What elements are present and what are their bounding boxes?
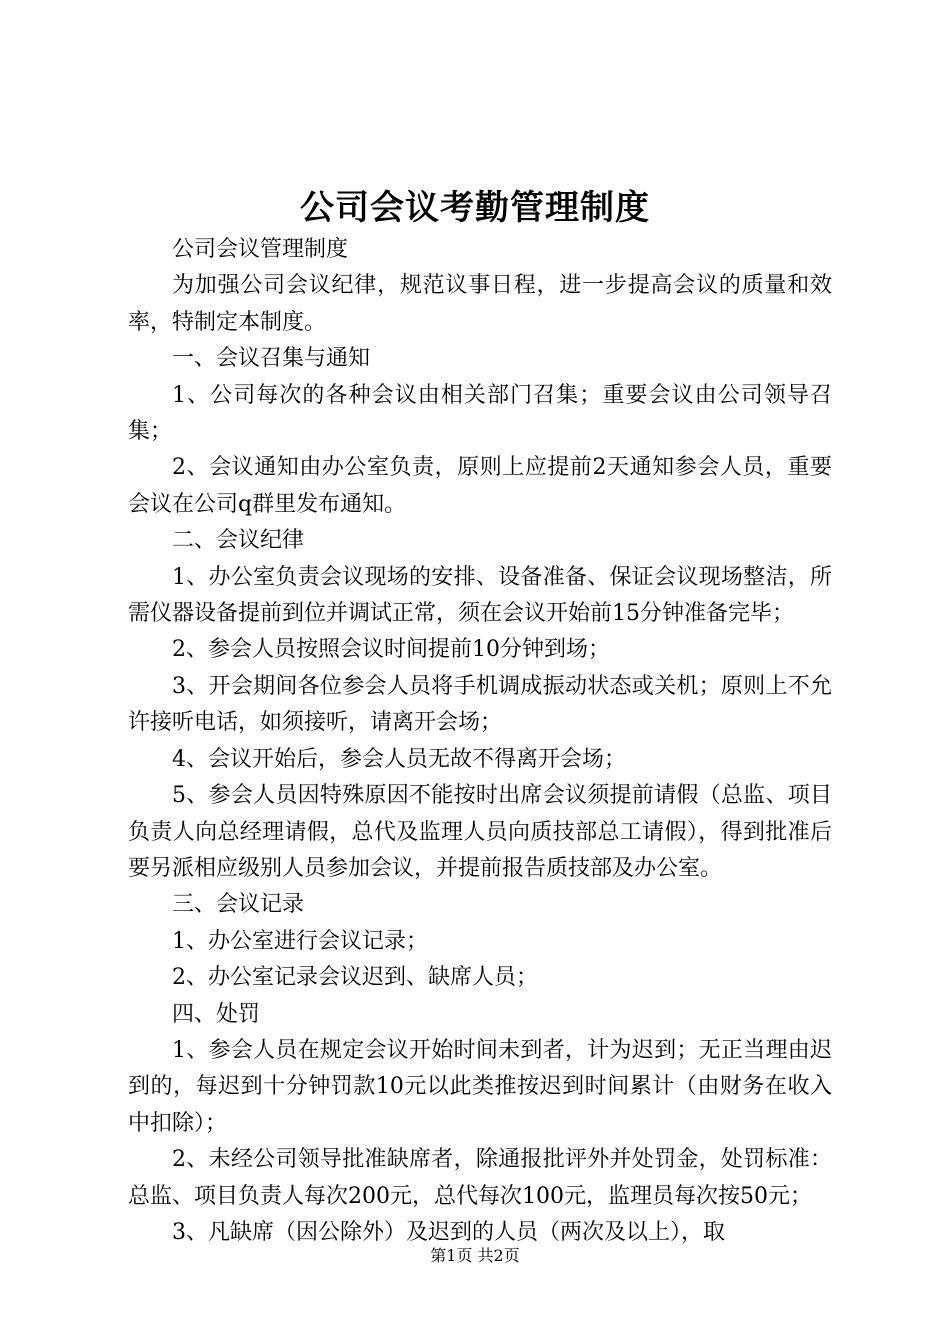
- paragraph: 5、参会人员因特殊原因不能按时出席会议须提前请假（总监、项目负责人向总经理请假，总代及监理人员向质技部总工请假），得到批准后要另派相应级别人员参加会议，并提前报告质技部及办公室。: [128, 783, 832, 881]
- paragraph: 公司会议管理制度: [172, 237, 349, 262]
- paragraph: 为加强公司会议纪律，规范议事日程，进一步提高会议的质量和效率，特制定本制度。: [128, 273, 832, 335]
- section-heading: 二、会议纪律: [172, 528, 305, 554]
- section-heading: 三、会议记录: [172, 892, 305, 918]
- paragraph: 3、凡缺席（因公除外）及迟到的人员（两次及以上），取: [172, 1219, 725, 1245]
- paragraph: 1、公司每次的各种会议由相关部门召集；重要会议由公司领导召集；: [128, 382, 832, 445]
- document-body: [128, 232, 832, 1251]
- document-title: 公司会议考勤管理制度: [300, 188, 650, 228]
- section-heading: 四、处罚: [172, 1001, 261, 1027]
- section-heading: 一、会议召集与通知: [172, 346, 371, 372]
- paragraph: 1、办公室负责会议现场的安排、设备准备、保证会议现场整洁，所需仪器设备提前到位并调试正常，须在会议开始前15分钟准备完毕；: [128, 564, 832, 627]
- paragraph: 1、办公室进行会议记录；: [172, 928, 428, 954]
- paragraph: 1、参会人员在规定会议开始时间未到者，计为迟到；无正当理由迟到的，每迟到十分钟罚款10元以此类推按迟到时间累计（由财务在收入中扣除）；: [128, 1037, 832, 1136]
- paragraph: 3、开会期间各位参会人员将手机调成振动状态或关机；原则上不允许接听电话，如须接听，请离开会场；: [128, 673, 832, 736]
- paragraph: 2、参会人员按照会议时间提前10分钟到场；: [172, 637, 610, 663]
- paragraph: 4、会议开始后，参会人员无故不得离开会场；: [172, 746, 626, 772]
- page-footer: 第1页 共2页: [430, 1246, 520, 1265]
- paragraph: 2、办公室记录会议迟到、缺席人员；: [172, 965, 538, 991]
- paragraph: 2、未经公司领导批准缺席者，除通报批评外并处罚金，处罚标准：总监、项目负责人每次200元，总代每次100元，监理员每次按50元；: [128, 1147, 832, 1209]
- paragraph: 2、会议通知由办公室负责，原则上应提前2天通知参会人员，重要会议在公司q群里发布通知。: [128, 455, 832, 517]
